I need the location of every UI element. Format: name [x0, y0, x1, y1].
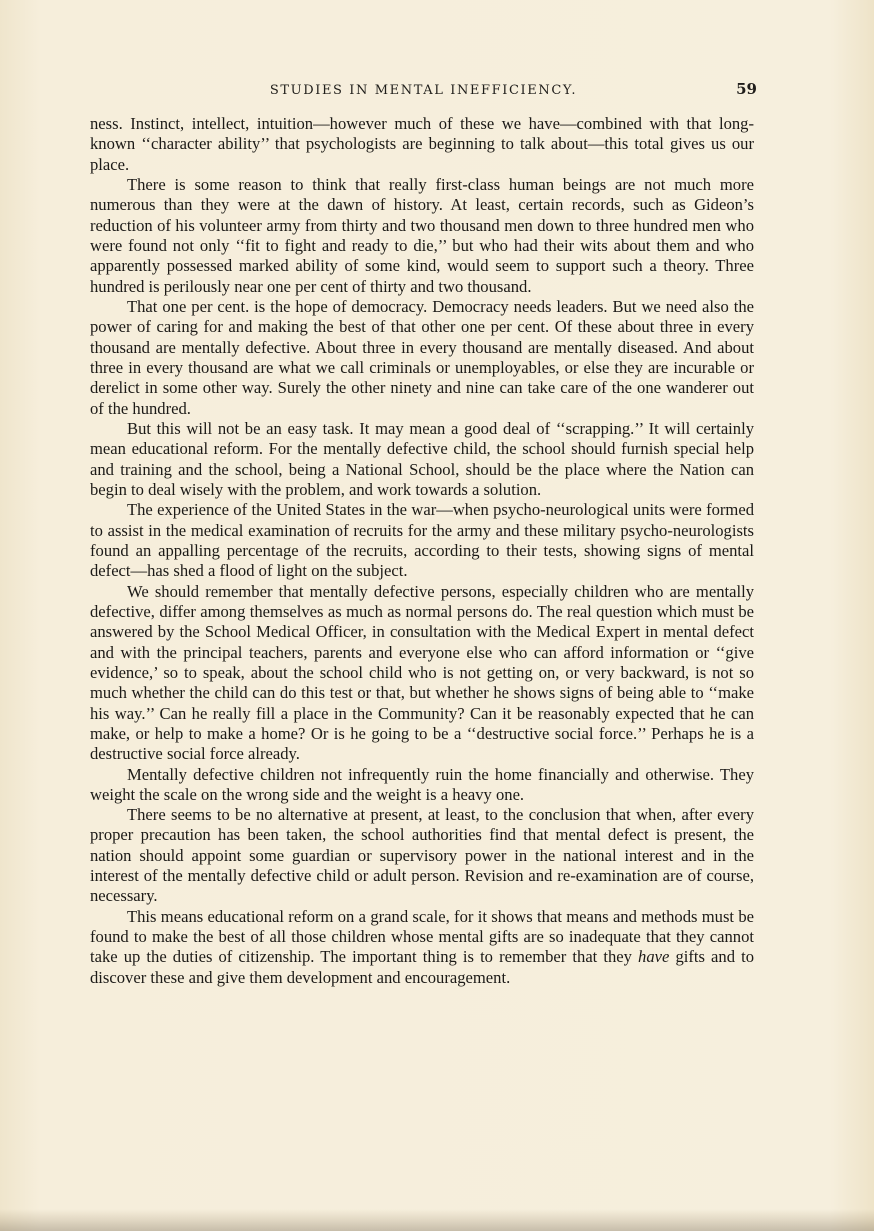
paragraph: That one per cent. is the hope of democracy. Democracy needs leaders. But we need also the power of caring for and making the best of that other one per cent. Of these about three in every thousand are mentally defective. About three in every thousand are mentally diseased. And about three in every thousand are what we call criminals or unemployables, or else they are incurable or derelict in some other way. Surely the other ninety and nine can take care of the one wanderer out of the hundred. — [90, 296, 754, 418]
paragraph-text: This means educational reform on a grand scale, for it shows that means and methods must be found to make the best of all those children whose mental gifts are so inadequate that they cannot take up the duties of citizenship. The important thing is to remember that they — [90, 906, 754, 967]
emphasis: have — [638, 947, 670, 967]
paragraph: There is some reason to think that really first-class human beings are not much more numerous than they were at the dawn of history. At least, certain records, such as Gideon’s reduction of his volunteer army from thirty and two thousand men down to three hundred men who were found not only ‘‘fit to fight and ready to die,’’ but who had their wits about them and who apparently possessed marked ability of some kind, would seem to support such a theory. Three hundred is perilously near one per cent of thirty and two thousand. — [90, 174, 754, 296]
paragraph-text: gifts and to discover these and give them development and encouragement. — [90, 947, 755, 987]
running-head — [90, 80, 757, 100]
paragraph: But this will not be an easy task. It may mean a good deal of ‘‘scrapping.’’ It will certainly mean educational reform. For the mentally defective child, the school should furnish special help and training and the school, being a National School, should be the place where the Nation can begin to deal wisely with the problem, and work towards a solution. — [90, 418, 754, 499]
page-number: 59 — [736, 80, 757, 98]
paragraph — [90, 907, 754, 988]
paragraph: We should remember that mentally defective persons, especially children who are mentally defective, differ among themselves as much as normal persons do. The real question which must be answered by the School Medical Officer, in consultation with the Medical Expert in mental defect and with the principal teachers, parents and everyone else who can afford information or ‘‘give evidence,’ so to speak, about the school child who is not getting on, or very backward, is not so much whether the child can do this test or that, but whether he shows signs of being able to ‘‘make his way.’’ Can he really fill a place in the Community? Can it be reasonably expected that he can make, or help to make a home? Or is he going to be a ‘‘destructive social force.’’ Perhaps he is a destructive social force already. — [90, 581, 754, 764]
paragraph: There seems to be no alternative at present, at least, to the conclusion that when, after every proper precaution has been taken, the school authorities find that mental defect is present, the nation should appoint some guardian or supervisory power in the national interest and in the interest of the mentally defective child or adult person. Revision and re-examination are of course, necessary. — [90, 805, 754, 906]
running-title: STUDIES IN MENTAL INEFFICIENCY. — [269, 83, 578, 98]
paragraph: The experience of the United States in the war—when psycho-neurological units were formed to assist in the medical examination of recruits for the army and these military psycho-neurologists found an appalling percentage of the recruits, according to their tests, showing signs of mental defect—has shed a flood of light on the subject. — [90, 500, 754, 581]
text-body — [90, 114, 754, 988]
paragraph: Mentally defective children not infrequently ruin the home financially and otherwise. They weight the scale on the wrong side and the weight is a heavy one. — [90, 764, 754, 804]
page-edge-shadow — [0, 1209, 874, 1231]
paragraph: ness. Instinct, intellect, intuition—however much of these we have—combined with that long-known ‘‘character ability’’ that psychologists are beginning to talk about—this total gives us our place. — [90, 114, 754, 174]
